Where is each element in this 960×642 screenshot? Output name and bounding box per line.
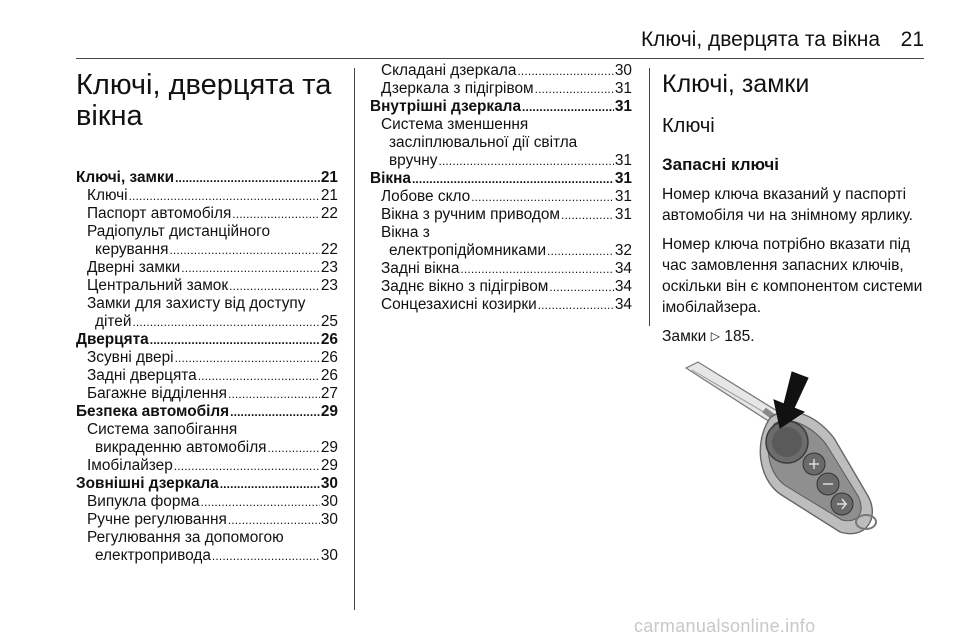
toc-page-number: 23 xyxy=(320,259,338,276)
toc-page-number: 27 xyxy=(320,385,338,402)
toc-entry-label-cont: керування xyxy=(95,241,169,258)
toc-entry[interactable] xyxy=(370,206,632,224)
leader-dots xyxy=(174,457,320,475)
toc-entry-label: Внутрішні дзеркала xyxy=(370,98,522,115)
toc-entry-label: Вікна з ручним приводом xyxy=(381,206,560,223)
toc-entry[interactable] xyxy=(76,205,338,223)
toc-page-number: 26 xyxy=(320,331,338,348)
leader-dots xyxy=(129,187,320,205)
toc-entry-label: Імобілайзер xyxy=(87,457,173,474)
toc-entry-label: Багажне відділення xyxy=(87,385,227,402)
toc-entry-label: Задні дверцята xyxy=(87,367,197,384)
toc-page-number: 30 xyxy=(320,475,338,492)
toc-page-number: 21 xyxy=(320,169,338,186)
leader-dots xyxy=(175,349,320,367)
chapter-title-line-1: Ключі, дверцята та xyxy=(76,69,332,101)
leader-dots xyxy=(549,278,614,296)
leader-dots xyxy=(230,403,320,421)
toc-entry-label: Зовнішні дзеркала xyxy=(76,475,219,492)
leader-dots xyxy=(201,493,320,511)
toc-section-entry[interactable] xyxy=(76,331,338,349)
toc-entry[interactable] xyxy=(76,547,338,565)
toc-page-number: 22 xyxy=(320,205,338,222)
toc-entry[interactable] xyxy=(76,457,338,475)
leader-dots xyxy=(538,296,614,314)
toc-section-entry[interactable] xyxy=(370,170,632,188)
toc-entry-label: Паспорт автомобіля xyxy=(87,205,232,222)
toc-entry[interactable] xyxy=(76,493,338,511)
watermark: carmanualsonline.info xyxy=(634,616,816,636)
column-divider-left xyxy=(354,68,355,610)
leader-dots xyxy=(547,242,614,260)
leader-dots xyxy=(561,206,614,224)
toc-page-number: 32 xyxy=(614,242,632,259)
toc-page-number: 30 xyxy=(614,62,632,79)
folding-key-illustration xyxy=(662,346,926,558)
toc-section-entry[interactable] xyxy=(76,169,338,187)
toc-page-number: 31 xyxy=(614,152,632,169)
content-column xyxy=(662,62,930,387)
leader-dots xyxy=(132,313,319,331)
toc-page-number: 26 xyxy=(320,367,338,384)
toc-entry-label: Вікна xyxy=(370,170,411,187)
toc-entry-label: Зсувні двері xyxy=(87,349,174,366)
toc-entry-label: Заднє вікно з підігрівом xyxy=(381,278,549,295)
toc-entry-label: Дзеркала з підігрівом xyxy=(381,80,534,97)
toc-entry-label: Складані дзеркала xyxy=(381,62,517,79)
toc-page-number: 30 xyxy=(320,547,338,564)
toc-entry-label-cont: електроприводa xyxy=(95,547,211,564)
toc-page-number: 29 xyxy=(320,457,338,474)
toc-entry-label: Регулювання за допомогою xyxy=(87,529,284,546)
section-title: Ключі, замки xyxy=(662,70,810,98)
leader-dots xyxy=(220,475,320,493)
leader-dots xyxy=(229,277,320,295)
running-header-title: Ключі, дверцята та вікна xyxy=(640,28,880,51)
leader-dots xyxy=(535,80,614,98)
toc-entry[interactable] xyxy=(370,62,632,80)
toc-section-entry[interactable] xyxy=(370,98,632,116)
toc-page-number: 31 xyxy=(614,170,632,187)
toc-page-number: 34 xyxy=(614,260,632,277)
toc-entry-label: Вікна з xyxy=(381,224,430,241)
toc-entry-label: Задні вікна xyxy=(381,260,460,277)
toc-entry[interactable] xyxy=(370,278,632,296)
toc-entry[interactable] xyxy=(370,152,632,170)
toc-column-1 xyxy=(76,62,338,565)
leader-dots xyxy=(228,511,320,529)
toc-page-number: 21 xyxy=(320,187,338,204)
leader-dots xyxy=(517,62,613,80)
toc-page-number: 31 xyxy=(614,206,632,223)
toc-entry[interactable] xyxy=(370,188,632,206)
toc-page-number: 34 xyxy=(614,278,632,295)
toc-entry-label: Система зменшення xyxy=(381,116,529,133)
toc-entry[interactable] xyxy=(370,242,632,260)
toc-entry[interactable] xyxy=(76,241,338,259)
toc-entry-label-cont: засліплювальної дії світла xyxy=(389,134,578,151)
locks-page-ref[interactable]: 185. xyxy=(724,328,755,345)
toc-entry-label: Ручне регулювання xyxy=(87,511,227,528)
toc-column-2 xyxy=(370,62,632,314)
toc-section-entry[interactable] xyxy=(76,403,338,421)
toc-entry-label: Сонцезахисні козирки xyxy=(381,296,537,313)
toc-list-1 xyxy=(76,169,338,565)
leader-dots xyxy=(268,439,320,457)
locks-label: Замки xyxy=(662,328,707,345)
paragraph-locks-ref xyxy=(662,326,930,347)
toc-entry[interactable] xyxy=(76,385,338,403)
toc-entry[interactable] xyxy=(370,296,632,314)
toc-entry-label: Система запобігання xyxy=(87,421,238,438)
toc-entry[interactable] xyxy=(370,260,632,278)
toc-entry-label: Ключі, замки xyxy=(76,169,175,186)
leader-dots xyxy=(438,152,613,170)
subsubsection-title: Запасні ключі xyxy=(662,155,779,174)
toc-page-number: 30 xyxy=(320,493,338,510)
toc-page-number: 31 xyxy=(614,188,632,205)
leader-dots xyxy=(198,367,320,385)
toc-entry-label: Дверні замки xyxy=(87,259,181,276)
toc-entry-label: Центральний замок xyxy=(87,277,229,294)
toc-entry-label-cont: дітей xyxy=(95,313,132,330)
toc-entry[interactable] xyxy=(76,367,338,385)
leader-dots xyxy=(232,205,320,223)
leader-dots xyxy=(460,260,613,278)
toc-entry-label-cont: вручну xyxy=(389,152,438,169)
toc-entry[interactable] xyxy=(76,349,338,367)
toc-page-number: 25 xyxy=(320,313,338,330)
toc-page-number: 34 xyxy=(614,296,632,313)
page-number: 21 xyxy=(900,28,924,51)
chapter-title xyxy=(76,70,338,132)
paragraph-key-number: Номер ключа вказаний у паспорті автомобіля чи на знімному ярлику. xyxy=(662,186,913,224)
toc-entry-label: Радіопульт дистанційного xyxy=(87,223,271,240)
toc-entry[interactable] xyxy=(76,511,338,529)
leader-dots xyxy=(181,259,320,277)
toc-entry[interactable] xyxy=(370,80,632,98)
toc-entry-label: Дверцята xyxy=(76,331,149,348)
toc-entry[interactable] xyxy=(76,313,338,331)
toc-entry-label: Випукла форма xyxy=(87,493,200,510)
toc-page-number: 31 xyxy=(614,98,632,115)
header-divider xyxy=(76,58,924,59)
toc-section-entry[interactable] xyxy=(76,475,338,493)
leader-dots xyxy=(412,170,614,188)
toc-entry-label: Замки для захисту від доступу xyxy=(87,295,306,312)
toc-page-number: 22 xyxy=(320,241,338,258)
leader-dots xyxy=(212,547,320,565)
toc-entry-label-cont: викраденню автомобіля xyxy=(95,439,267,456)
toc-entry-label: Безпека автомобіля xyxy=(76,403,230,420)
toc-page-number: 29 xyxy=(320,439,338,456)
leader-dots xyxy=(175,169,320,187)
column-divider-right xyxy=(649,68,650,326)
toc-list-2 xyxy=(370,62,632,314)
subsection-title: Ключі xyxy=(662,115,715,137)
toc-page-number: 23 xyxy=(320,277,338,294)
toc-entry-label: Лобове скло xyxy=(381,188,471,205)
page-ref-arrow-icon: ▷ xyxy=(710,329,720,343)
toc-entry[interactable] xyxy=(76,439,338,457)
leader-dots xyxy=(471,188,614,206)
toc-page-number: 30 xyxy=(320,511,338,528)
toc-entry[interactable] xyxy=(76,259,338,277)
toc-entry-label: Ключі xyxy=(87,187,128,204)
toc-page-number: 26 xyxy=(320,349,338,366)
leader-dots xyxy=(169,241,319,259)
toc-page-number: 31 xyxy=(614,80,632,97)
toc-entry-label-cont: електропідйомниками xyxy=(389,242,547,259)
toc-entry[interactable] xyxy=(76,187,338,205)
leader-dots xyxy=(228,385,320,403)
leader-dots xyxy=(522,98,614,116)
leader-dots xyxy=(150,331,320,349)
toc-page-number: 29 xyxy=(320,403,338,420)
toc-entry[interactable] xyxy=(76,277,338,295)
chapter-title-line-2: вікна xyxy=(76,100,143,132)
paragraph-order-keys: Номер ключа потрібно вказати під час замовлення запасних ключів, оскільки він є компонентом системи імобілайзера. xyxy=(662,236,923,316)
